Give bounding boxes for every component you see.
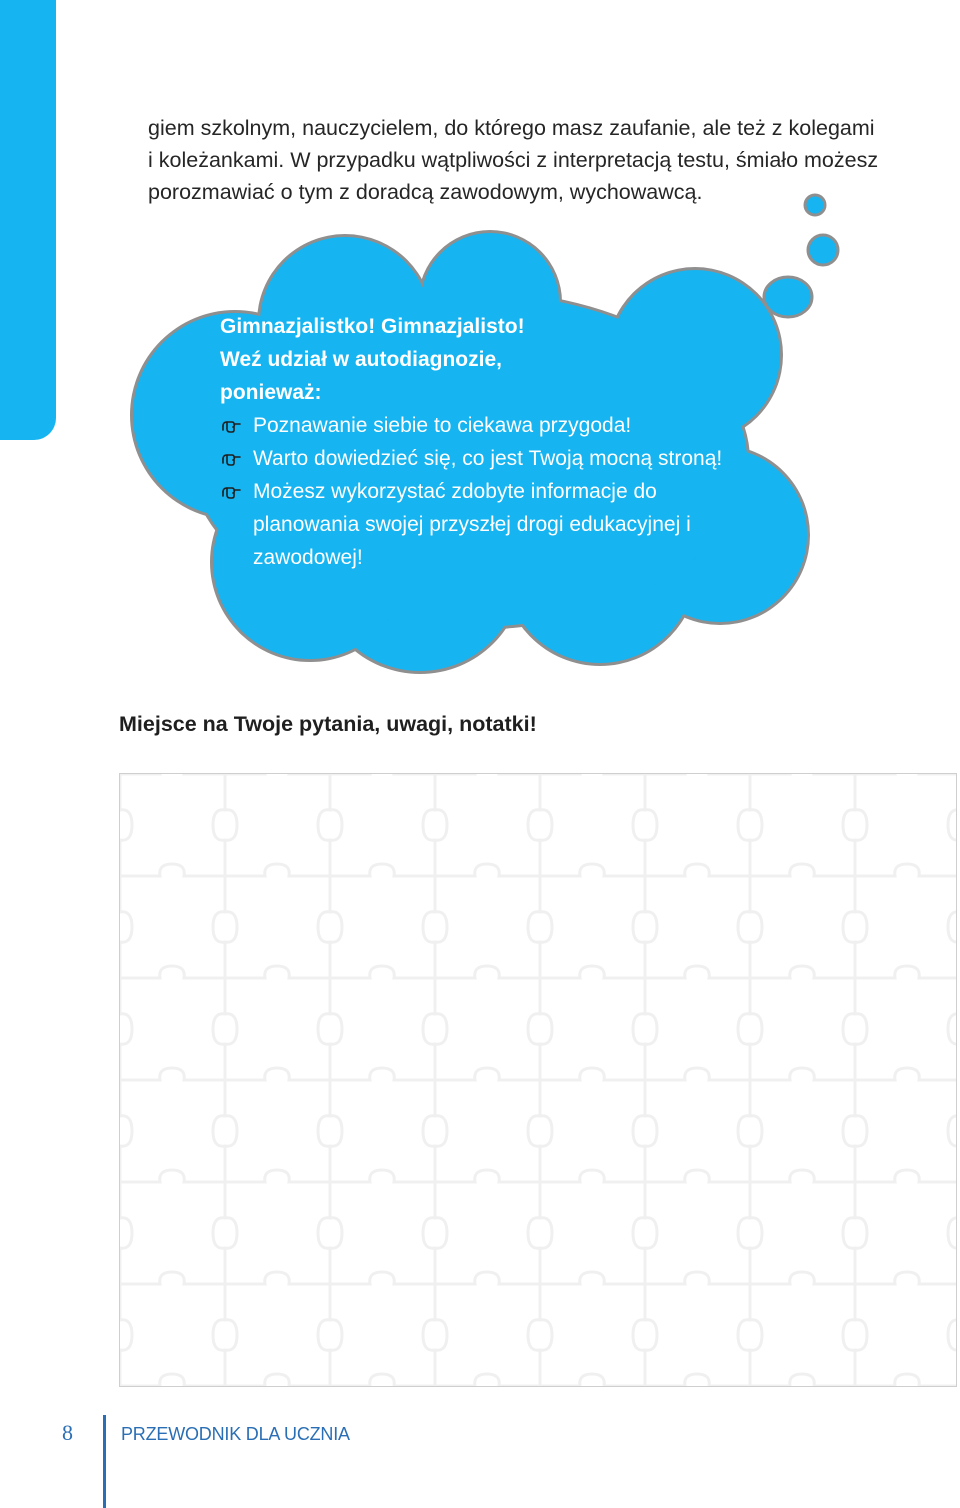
notes-title: Miejsce na Twoje pytania, uwagi, notatki! — [119, 712, 537, 736]
cloud-content — [220, 310, 740, 574]
notes-area[interactable] — [119, 773, 957, 1387]
intro-line: i koleżankami. W przypadku wątpliwości z interpretacją testu, śmiało możesz — [148, 148, 879, 172]
cloud-bullet-text: Warto dowiedzieć się, co jest Twoją mocną stroną! — [253, 447, 723, 470]
cloud-bullet-text: Poznawanie siebie to ciekawa przygoda! — [253, 414, 632, 437]
cloud-heading-line: ponieważ: — [220, 381, 322, 404]
puzzle-pattern — [120, 774, 956, 1386]
cloud-heading-line: Weź udział w autodiagnozie, — [220, 348, 502, 371]
cloud-heading-line: Gimnazjalistko! Gimnazjalisto! — [220, 315, 525, 338]
cloud-bullet-item — [220, 475, 740, 574]
intro-line: giem szkolnym, nauczycielem, do którego masz zaufanie, ale też z kolegami — [148, 116, 875, 140]
pointing-hand-icon — [220, 483, 242, 501]
pointing-hand-icon — [220, 417, 242, 435]
page-number: 8 — [62, 1420, 73, 1445]
pointing-hand-icon — [220, 450, 242, 468]
intro-line: porozmawiać o tym z doradcą zawodowym, wychowawcą. — [148, 180, 703, 204]
thought-bubble-small — [805, 195, 825, 215]
cloud-bullet-text: Możesz wykorzystać zdobyte informacje do planowania swojej przyszłej drogi edukacyjnej i zawodowej! — [253, 480, 691, 569]
cloud-bullet-item — [220, 409, 740, 442]
cloud-bullet-list — [220, 409, 740, 574]
thought-bubble-medium — [808, 235, 838, 265]
footer-divider — [103, 1415, 106, 1508]
footer-title: PRZEWODNIK DLA UCZNIA — [121, 1424, 350, 1444]
cloud-bullet-item — [220, 442, 740, 475]
